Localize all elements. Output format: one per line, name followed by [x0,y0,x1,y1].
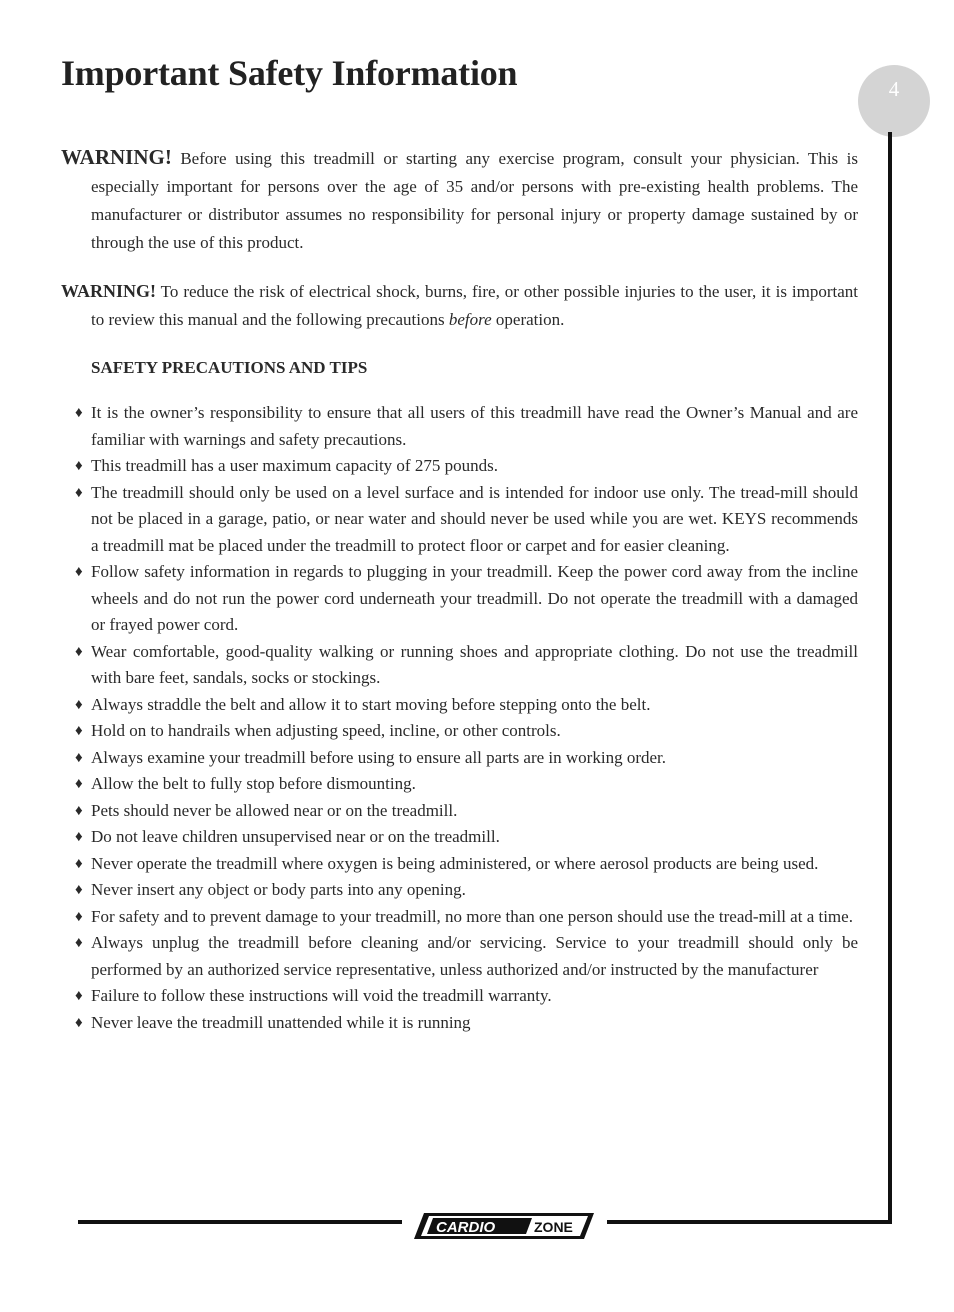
precaution-item [61,480,858,560]
diamond-bullet-icon: ♦ [75,935,83,951]
precaution-item [61,824,858,851]
precaution-item [61,851,858,878]
precaution-item [61,745,858,772]
page-title: Important Safety Information [61,53,518,93]
precaution-item [61,1010,858,1037]
cardiozone-logo [414,1211,594,1241]
warning-label: WARNING! [61,281,157,301]
precaution-item [61,639,858,692]
logo-text-zone: ZONE [534,1219,573,1235]
diamond-bullet-icon: ♦ [75,829,83,845]
precaution-text: For safety and to prevent damage to your treadmill, no more than one person should use the tread-mill at a time. [91,906,853,926]
precaution-text: Never insert any object or body parts into any opening. [91,880,466,899]
safety-content [61,143,858,1036]
precaution-item [61,983,858,1010]
precaution-item [61,877,858,904]
precaution-text: It is the owner’s responsibility to ensure that all users of this treadmill have read the Owner’s Manual and are familiar with warnings and safety precautions. [91,403,858,449]
diamond-bullet-icon: ♦ [75,696,83,713]
diamond-bullet-icon: ♦ [75,723,83,739]
diamond-bullet-icon: ♦ [75,1014,83,1031]
precaution-item [61,400,858,453]
precaution-text: Follow safety information in regards to plugging in your treadmill. Keep the power cord away from the incline wheels and do not run the power cord underneath your treadmill. Do not operate the treadmill with a damaged or frayed power cord. [91,562,858,634]
precaution-item [61,798,858,825]
precaution-item [61,453,858,480]
diamond-bullet-icon: ♦ [75,484,83,501]
right-border-rule [888,132,892,1224]
diamond-bullet-icon: ♦ [75,988,83,1004]
precaution-item [61,718,858,745]
precaution-text: Do not leave children unsupervised near or on the treadmill. [91,827,500,846]
warning-text: Before using this treadmill or starting any exercise program, consult your physician. This is especially important for persons over the age of 35 and/or persons with pre-existing health problems. The manufacturer or distributor assumes no responsibility for personal injury or property damage sustained by or through the use of this product. [91,149,858,252]
precaution-text: Failure to follow these instructions will void the treadmill warranty. [91,986,552,1005]
precaution-text: This treadmill has a user maximum capacity of 275 pounds. [91,456,498,475]
logo-text-cardio: CARDIO [436,1219,496,1236]
warning-paragraph-1 [61,143,858,257]
section-heading: SAFETY PRECAUTIONS AND TIPS [91,358,368,377]
warning-text: To reduce the risk of electrical shock, burns, fire, or other possible injuries to the user, it is important to review this manual and the following precautions [91,282,858,329]
footer-rule-left [78,1220,402,1224]
diamond-bullet-icon: ♦ [75,882,83,898]
diamond-bullet-icon: ♦ [75,908,83,925]
diamond-bullet-icon: ♦ [75,802,83,819]
warning-text-end: operation. [491,310,565,329]
precaution-item [61,904,858,931]
warning-emphasis: before [448,310,492,329]
warning-label: WARNING! [61,145,172,169]
precaution-text: Never leave the treadmill unattended while it is running [91,1012,471,1032]
precaution-text: Pets should never be allowed near or on the treadmill. [91,800,458,820]
diamond-bullet-icon: ♦ [75,405,83,421]
precaution-text: Hold on to handrails when adjusting speed, incline, or other controls. [91,721,561,740]
precaution-text: The treadmill should only be used on a level surface and is intended for indoor use only. The tread-mill should not be placed in a garage, patio, or near water and should never be used while you are wet. KEYS recommends a treadmill mat be placed under the treadmill to protect floor or carpet and for easier cleaning. [91,482,858,555]
page-number-badge: 4 [858,65,930,137]
diamond-bullet-icon: ♦ [75,564,83,580]
precaution-text: Always straddle the belt and allow it to start moving before stepping onto the belt. [91,694,651,714]
diamond-bullet-icon: ♦ [75,855,83,872]
precaution-text: Never operate the treadmill where oxygen is being administered, or where aerosol products are being used. [91,853,819,873]
precaution-item [61,771,858,798]
diamond-bullet-icon: ♦ [75,643,83,660]
precaution-item [61,692,858,719]
precautions-list [61,400,858,1036]
diamond-bullet-icon: ♦ [75,749,83,766]
precaution-text: Allow the belt to fully stop before dismounting. [91,774,416,793]
diamond-bullet-icon: ♦ [75,776,83,792]
precaution-text: Always examine your treadmill before using to ensure all parts are in working order. [91,747,666,767]
precaution-text: Wear comfortable, good-quality walking or running shoes and appropriate clothing. Do not use the treadmill with bare feet, sandals, socks or stockings. [91,641,858,687]
footer-rule-right [607,1220,892,1224]
precaution-item [61,559,858,639]
diamond-bullet-icon: ♦ [75,458,83,474]
precaution-item [61,930,858,983]
warning-paragraph-2 [61,277,858,334]
precaution-text: Always unplug the treadmill before cleaning and/or servicing. Service to your treadmill should only be performed by an authorized service representative, unless authorized and/or instructed by the manufacturer [91,933,858,979]
